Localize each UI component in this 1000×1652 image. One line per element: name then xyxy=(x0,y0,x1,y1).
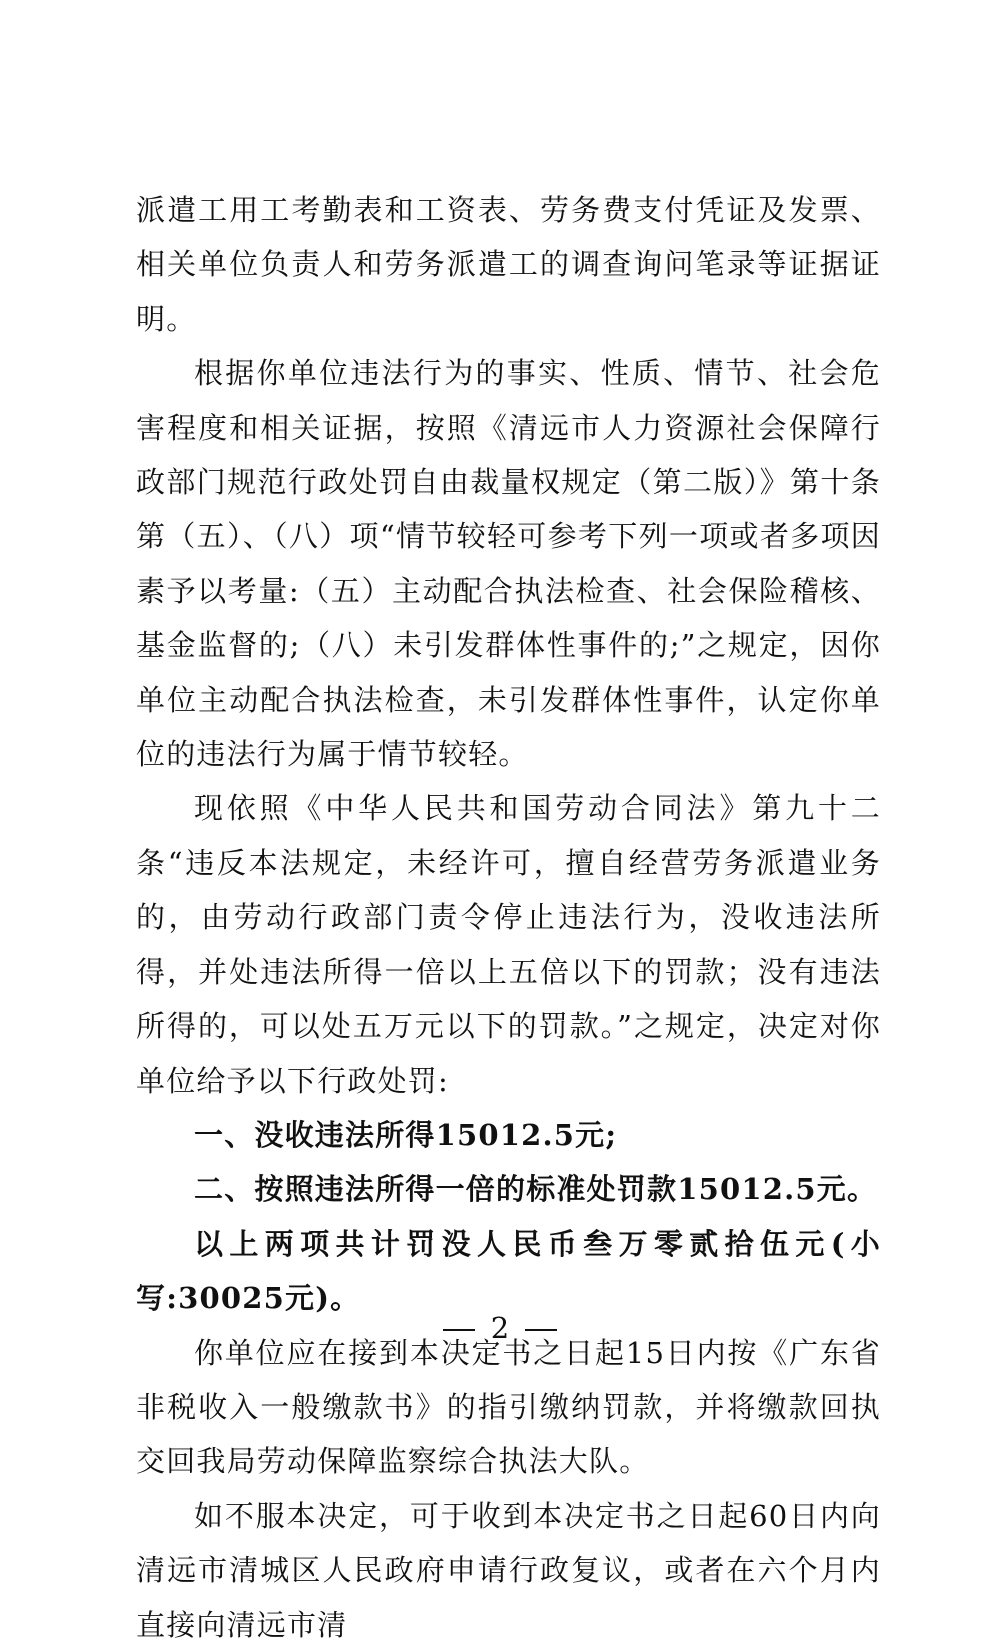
page-number-left-dash xyxy=(443,1329,475,1331)
penalty-total: 以上两项共计罚没人民币叁万零贰拾伍元(小写:30025元)。 xyxy=(136,1226,881,1316)
paragraph-evidence: 派遣工用工考勤表和工资表、劳务费支付凭证及发票、相关单位负责人和劳务派遣工的调查询问笔录等证据证明。 xyxy=(136,193,881,336)
page-number: 2 xyxy=(490,1311,510,1345)
paragraph-legal-basis: 现依照《中华人民共和国劳动合同法》第九十二条“违反本法规定，未经许可，擅自经营劳务派遣业务的，由劳动行政部门责令停止违法行为，没收违法所得，并处违法所得一倍以上五倍以下的罚款；没有违法所得的，可以处五万元以下的罚款。”之规定，决定对你单位给予以下行政处罚: xyxy=(136,791,881,1098)
paragraph-payment-instructions: 你单位应在接到本决定书之日起15日内按《广东省非税收入一般缴款书》的指引缴纳罚款，并将缴款回执交回我局劳动保障监察综合执法大队。 xyxy=(136,1335,881,1479)
paragraph-appeal-rights: 如不服本决定，可于收到本决定书之日起60日内向清远市清城区人民政府申请行政复议，或者在六个月内直接向清远市清 xyxy=(136,1498,881,1642)
paragraph-circumstances: 根据你单位违法行为的事实、性质、情节、社会危害程度和相关证据，按照《清远市人力资源社会保障行政部门规范行政处罚自由裁量权规定（第二版）》第十条第（五）、（八）项“情节较轻可参考下列一项或者多项因素予以考量:（五）主动配合执法检查、社会保险稽核、基金监督的;（八）未引发群体性事件的;”之规定，因你单位主动配合执法检查，未引发群体性事件，认定你单位的违法行为属于情节较轻。 xyxy=(136,356,881,772)
page-number-right-dash xyxy=(525,1329,557,1331)
document-body xyxy=(136,183,881,1652)
penalty-item-2: 二、按照违法所得一倍的标准处罚款15012.5元。 xyxy=(194,1172,878,1207)
penalty-item-1: 一、没收违法所得15012.5元; xyxy=(194,1117,618,1152)
page-number-footer xyxy=(0,1308,1000,1348)
